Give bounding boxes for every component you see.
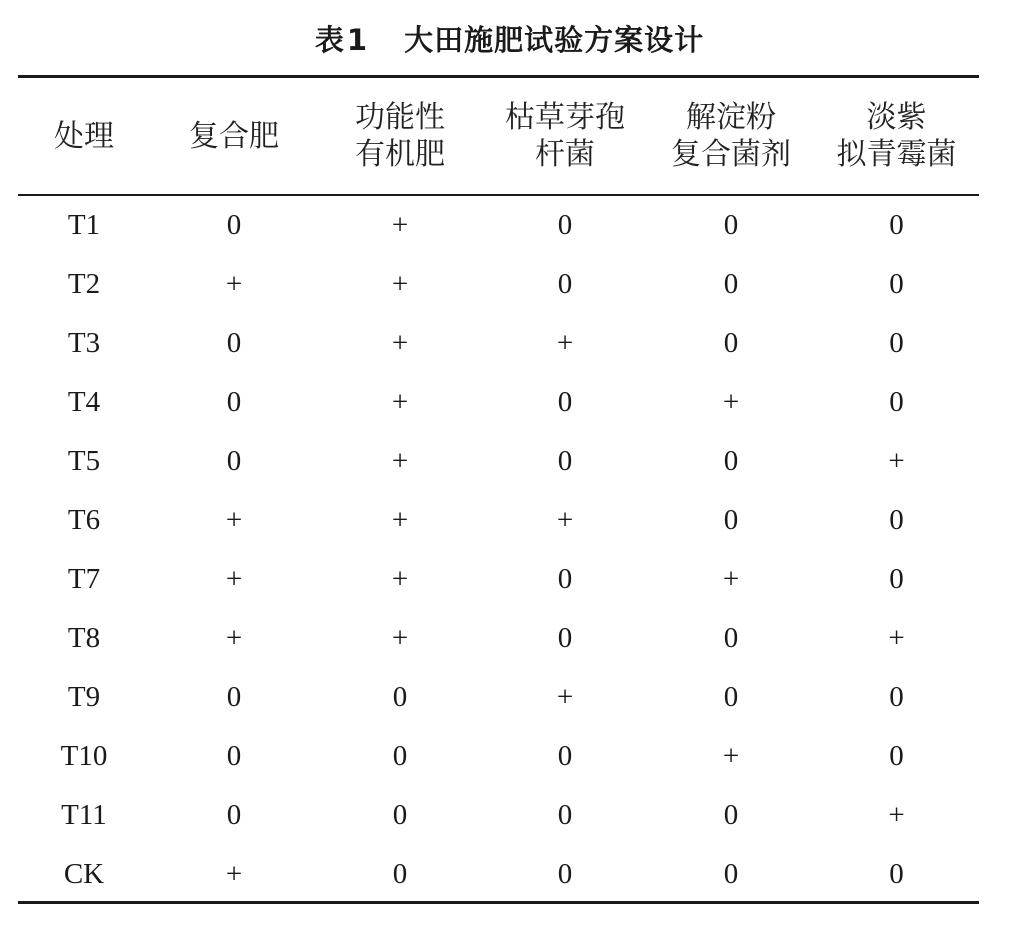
amyloliquefaciens-agent-cell: 0	[723, 622, 739, 654]
table-caption	[0, 18, 1019, 59]
treatment-cell: T5	[67, 445, 101, 477]
compound-fertilizer-cell: +	[225, 504, 243, 536]
compound-fertilizer-cell: 0	[226, 681, 242, 713]
bacillus-subtilis-cell: 0	[557, 799, 573, 831]
amyloliquefaciens-agent-cell: 0	[723, 445, 739, 477]
table-row	[18, 727, 979, 786]
paecilomyces-lilacinus-cell: 0	[889, 740, 904, 772]
amyloliquefaciens-agent-cell: 0	[723, 268, 739, 300]
treatment-cell: T8	[67, 622, 101, 654]
paecilomyces-lilacinus-cell: 0	[889, 504, 904, 536]
amyloliquefaciens-agent-cell: 0	[723, 209, 739, 241]
bacillus-subtilis-cell: 0	[557, 209, 573, 241]
table-row	[18, 786, 979, 845]
bacillus-subtilis-cell: 0	[557, 386, 573, 418]
functional-organic-fertilizer-cell: +	[391, 445, 409, 477]
table-row	[18, 255, 979, 314]
compound-fertilizer-cell: 0	[226, 740, 242, 772]
amyloliquefaciens-agent-cell: 0	[723, 327, 739, 359]
compound-fertilizer-cell: +	[225, 563, 243, 595]
functional-organic-fertilizer-cell: +	[391, 209, 409, 241]
paecilomyces-lilacinus-cell: 0	[889, 858, 904, 890]
table-row	[18, 550, 979, 609]
functional-organic-fertilizer-cell: +	[391, 563, 409, 595]
functional-organic-fertilizer-cell: 0	[392, 740, 408, 772]
header-functional-organic-fertilizer: 功能性 有机肥	[355, 100, 445, 172]
compound-fertilizer-cell: 0	[226, 209, 242, 241]
functional-organic-fertilizer-cell: 0	[392, 799, 408, 831]
fertilization-design-table	[18, 78, 979, 904]
header-bacillus-subtilis: 枯草芽孢 杆菌	[505, 100, 625, 172]
amyloliquefaciens-agent-cell: +	[722, 563, 740, 595]
compound-fertilizer-cell: +	[225, 268, 243, 300]
treatment-cell: T9	[67, 681, 101, 713]
bacillus-subtilis-cell: 0	[557, 268, 573, 300]
bacillus-subtilis-cell: 0	[557, 740, 573, 772]
table-number: 1	[346, 23, 369, 57]
amyloliquefaciens-agent-cell: 0	[723, 681, 739, 713]
paecilomyces-lilacinus-cell: 0	[889, 681, 904, 713]
amyloliquefaciens-agent-cell: +	[722, 740, 740, 772]
paecilomyces-lilacinus-cell: 0	[889, 386, 904, 418]
table-label: 表	[314, 23, 345, 57]
bacillus-subtilis-cell: +	[556, 681, 574, 713]
table-title: 大田施肥试验方案设计	[404, 23, 705, 57]
header-paecilomyces-lilacinus: 淡紫 拟青霉菌	[836, 100, 957, 172]
treatment-cell: T2	[67, 268, 101, 300]
compound-fertilizer-cell: +	[225, 622, 243, 654]
paecilomyces-lilacinus-cell: 0	[889, 268, 904, 300]
compound-fertilizer-cell: 0	[226, 445, 242, 477]
paecilomyces-lilacinus-cell: +	[888, 799, 905, 831]
treatment-cell: T10	[60, 740, 108, 772]
table-row	[18, 668, 979, 727]
header-treatment: 处理	[54, 118, 114, 154]
header-amyloliquefaciens-agent: 解淀粉 复合菌剂	[671, 100, 791, 172]
compound-fertilizer-cell: 0	[226, 327, 242, 359]
amyloliquefaciens-agent-cell: 0	[723, 858, 739, 890]
compound-fertilizer-cell: +	[225, 858, 243, 890]
treatment-cell: CK	[63, 858, 105, 890]
table-row	[18, 432, 979, 491]
table-row	[18, 609, 979, 668]
bacillus-subtilis-cell: 0	[557, 858, 573, 890]
functional-organic-fertilizer-cell: +	[391, 327, 409, 359]
amyloliquefaciens-agent-cell: 0	[723, 504, 739, 536]
paecilomyces-lilacinus-cell: 0	[889, 327, 904, 359]
bacillus-subtilis-cell: 0	[557, 445, 573, 477]
paecilomyces-lilacinus-cell: +	[888, 622, 905, 654]
bacillus-subtilis-cell: +	[556, 504, 574, 536]
treatment-cell: T4	[67, 386, 101, 418]
header-row	[18, 78, 979, 194]
functional-organic-fertilizer-cell: +	[391, 386, 409, 418]
functional-organic-fertilizer-cell: +	[391, 268, 409, 300]
header-compound-fertilizer: 复合肥	[189, 118, 279, 154]
compound-fertilizer-cell: 0	[226, 799, 242, 831]
treatment-cell: T3	[67, 327, 101, 359]
treatment-cell: T6	[67, 504, 101, 536]
table-row	[18, 373, 979, 432]
functional-organic-fertilizer-cell: +	[391, 504, 409, 536]
table-row	[18, 314, 979, 373]
amyloliquefaciens-agent-cell: 0	[723, 799, 739, 831]
paecilomyces-lilacinus-cell: 0	[889, 209, 904, 241]
table-row	[18, 194, 979, 255]
paecilomyces-lilacinus-cell: +	[888, 445, 905, 477]
paecilomyces-lilacinus-cell: 0	[889, 563, 904, 595]
treatment-cell: T11	[61, 799, 107, 831]
treatment-cell: T7	[67, 563, 101, 595]
compound-fertilizer-cell: 0	[226, 386, 242, 418]
bacillus-subtilis-cell: 0	[557, 622, 573, 654]
functional-organic-fertilizer-cell: +	[391, 622, 409, 654]
treatment-cell: T1	[67, 209, 101, 241]
bacillus-subtilis-cell: 0	[557, 563, 573, 595]
table-row	[18, 491, 979, 550]
functional-organic-fertilizer-cell: 0	[392, 681, 408, 713]
bacillus-subtilis-cell: +	[556, 327, 574, 359]
amyloliquefaciens-agent-cell: +	[722, 386, 740, 418]
functional-organic-fertilizer-cell: 0	[392, 858, 408, 890]
table-row	[18, 845, 979, 904]
